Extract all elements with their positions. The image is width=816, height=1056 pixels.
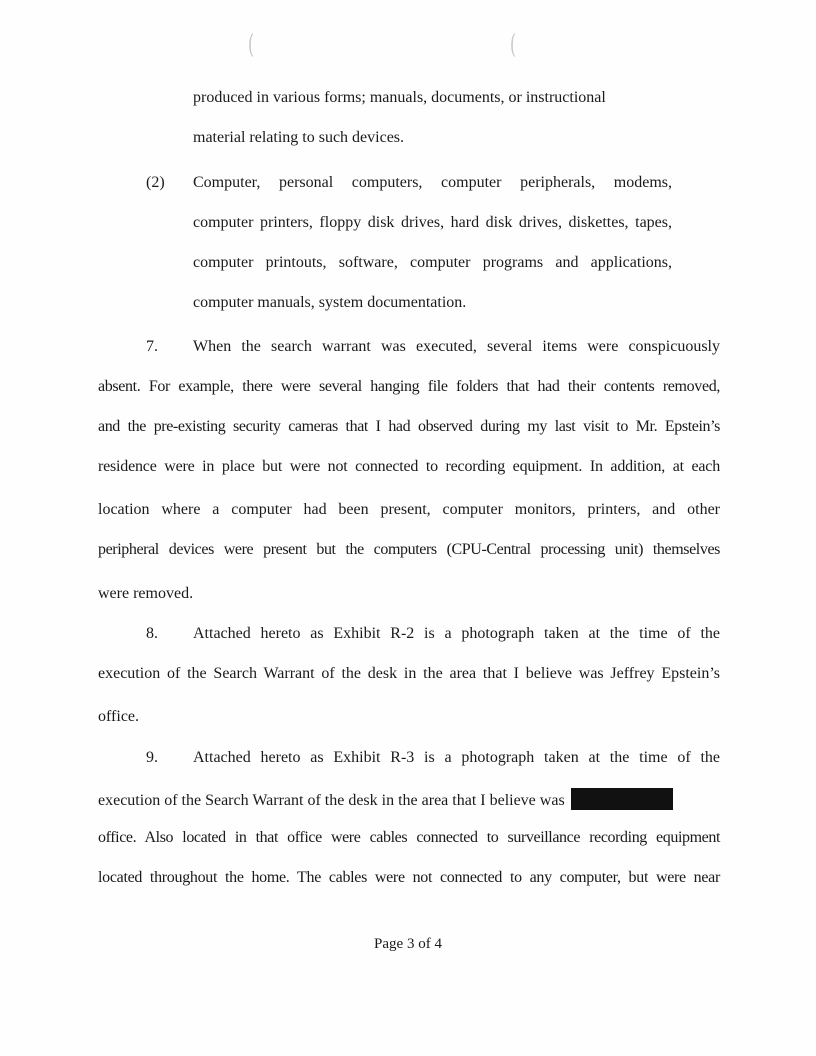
item-2-line-1: Computer, personal computers, computer peripherals, modems, xyxy=(193,174,672,191)
scan-artifact-right: ( xyxy=(510,30,517,60)
list-continuation-line-2: material relating to such devices. xyxy=(193,129,405,146)
paragraph-7-line-7: were removed. xyxy=(98,585,194,602)
list-item-number: (2) xyxy=(146,174,165,191)
paragraph-7-line-6: peripheral devices were present but the computers (CPU-Central processing unit) themselves xyxy=(98,541,720,558)
paragraph-7-line-1: When the search warrant was executed, several items were conspicuously xyxy=(193,338,720,355)
paragraph-8-line-1: Attached hereto as Exhibit R-2 is a photograph taken at the time of the xyxy=(193,625,720,642)
paragraph-7-line-4: residence were in place but were not connected to recording equipment. In addition, at each xyxy=(98,458,720,475)
item-2-line-2: computer printers, floppy disk drives, hard disk drives, diskettes, tapes, xyxy=(193,214,672,231)
paragraph-8-line-3: office. xyxy=(98,708,140,725)
paragraph-number: 9. xyxy=(146,749,158,766)
paragraph-7-line-5: location where a computer had been present, computer monitors, printers, and other xyxy=(98,501,720,518)
paragraph-number: 8. xyxy=(146,625,158,642)
scan-artifact-left: ( xyxy=(248,30,255,60)
paragraph-9-line-3: office. Also located in that office were cables connected to surveillance recording equipment xyxy=(98,829,720,846)
paragraph-7-line-3: and the pre-existing security cameras that I had observed during my last visit to Mr. Epstein’s xyxy=(98,418,720,435)
paragraph-9-line-2-text: execution of the Search Warrant of the desk in the area that I believe was xyxy=(98,792,565,809)
paragraph-8-line-2: execution of the Search Warrant of the desk in the area that I believe was Jeffrey Epstein’s xyxy=(98,665,720,682)
paragraph-number: 7. xyxy=(146,338,158,355)
paragraph-9-line-2 xyxy=(98,788,673,811)
page-number: Page 3 of 4 xyxy=(374,936,442,952)
item-2-line-4: computer manuals, system documentation. xyxy=(193,294,467,311)
list-continuation-line-1: produced in various forms; manuals, documents, or instructional xyxy=(193,89,606,106)
paragraph-9-line-4: located throughout the home. The cables were not connected to any computer, but were near xyxy=(98,869,720,886)
paragraph-7-line-2: absent. For example, there were several hanging file folders that had their contents removed, xyxy=(98,378,720,395)
redaction-block xyxy=(571,788,673,810)
item-2-line-3: computer printouts, software, computer programs and applications, xyxy=(193,254,672,271)
paragraph-9-line-1: Attached hereto as Exhibit R-3 is a photograph taken at the time of the xyxy=(193,749,720,766)
